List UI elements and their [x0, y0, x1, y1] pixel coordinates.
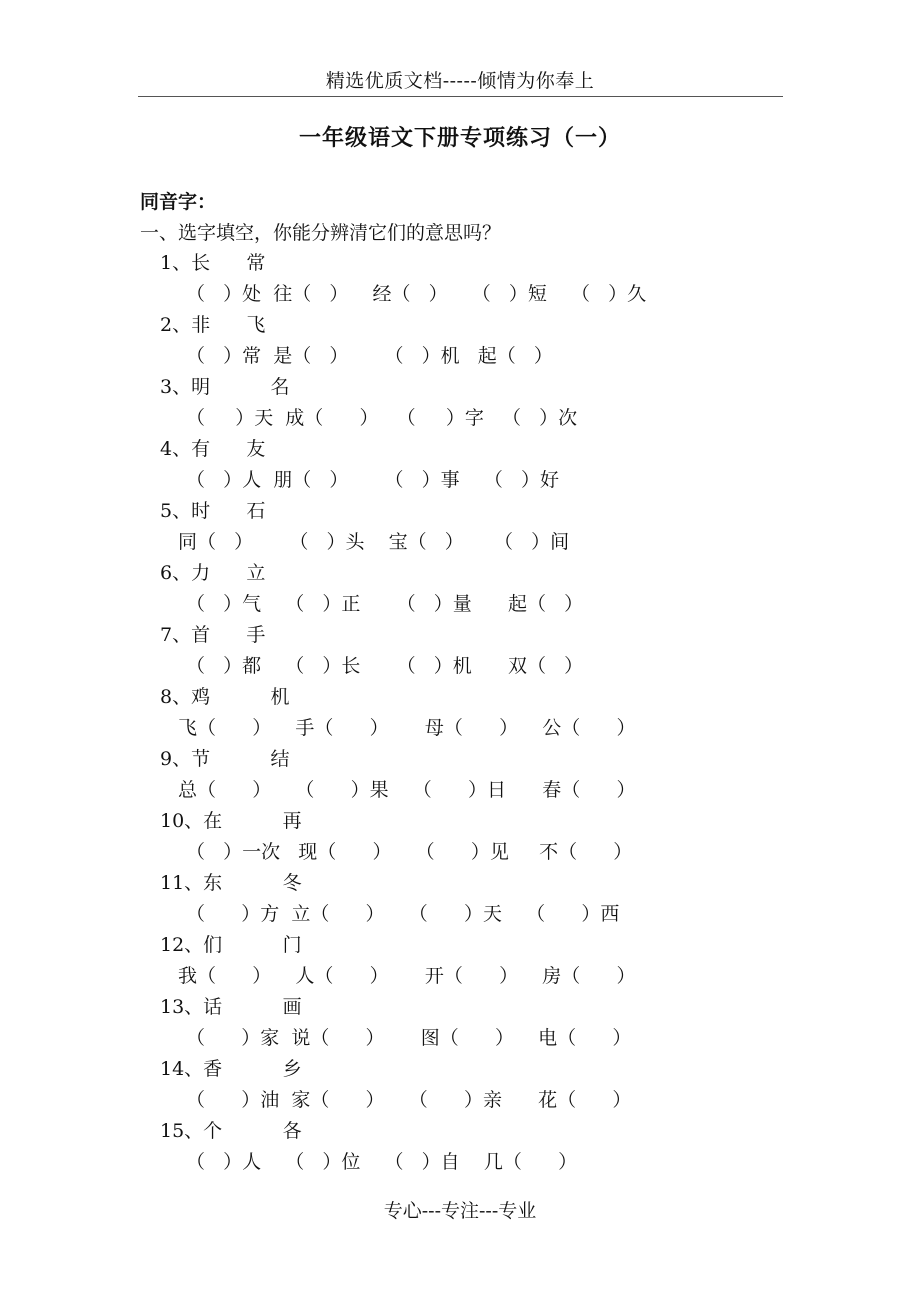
exercise-item — [0, 496, 920, 558]
exercise-item — [0, 620, 920, 682]
exercise-blanks: （ ）油 家（ ） （ ）亲 花（ ） — [186, 1089, 632, 1111]
exercise-characters: 4、有 友 — [160, 438, 266, 460]
exercise-characters: 2、非 飞 — [160, 314, 266, 336]
exercise-characters: 6、力 立 — [160, 562, 266, 584]
exercise-blanks: （ ）一次 现（ ） （ ）见 不（ ） — [186, 841, 633, 863]
page-title: 一年级语文下册专项练习（一） — [298, 125, 621, 151]
exercise-blanks: （ ）处 往（ ） 经（ ） （ ）短 （ ）久 — [186, 283, 647, 305]
exercise-blanks: （ ）方 立（ ） （ ）天 （ ）西 — [186, 903, 620, 925]
exercise-item — [0, 930, 920, 992]
exercise-blanks: （ ）都 （ ）长 （ ）机 双（ ） — [186, 655, 584, 677]
exercise-characters: 5、时 石 — [160, 500, 266, 522]
section-heading: 同音字： — [140, 191, 217, 213]
exercise-blanks: 飞（ ） 手（ ） 母（ ） 公（ ） — [178, 717, 636, 739]
exercise-blanks: （ ）人 （ ）位 （ ）自 几（ ） — [186, 1151, 578, 1173]
exercise-item — [0, 558, 920, 620]
exercise-item — [0, 1054, 920, 1116]
exercise-characters: 11、东 冬 — [160, 872, 302, 894]
exercise-characters: 1、长 常 — [160, 252, 266, 274]
exercise-characters: 10、在 再 — [160, 810, 302, 832]
exercise-item — [0, 744, 920, 806]
exercise-instruction: 一、选字填空，你能分辨清它们的意思吗？ — [140, 222, 502, 244]
exercise-characters: 7、首 手 — [160, 624, 266, 646]
exercise-item — [0, 310, 920, 372]
exercise-characters: 8、鸡 机 — [160, 686, 290, 708]
exercise-blanks: （ ）天 成（ ） （ ）字 （ ）次 — [186, 407, 578, 429]
page-footer: 专心---专注---专业 — [383, 1200, 537, 1222]
exercise-list — [0, 248, 920, 1178]
exercise-item — [0, 434, 920, 496]
page-header: 精选优质文档-----倾情为你奉上 — [325, 70, 595, 92]
exercise-item — [0, 1116, 920, 1178]
exercise-item — [0, 682, 920, 744]
exercise-item — [0, 248, 920, 310]
exercise-item — [0, 372, 920, 434]
exercise-item — [0, 992, 920, 1054]
exercise-blanks: （ ）气 （ ）正 （ ）量 起（ ） — [186, 593, 584, 615]
exercise-item — [0, 868, 920, 930]
exercise-blanks: 总（ ） （ ）果 （ ）日 春（ ） — [178, 779, 636, 801]
exercise-characters: 9、节 结 — [160, 748, 290, 770]
exercise-characters: 15、个 各 — [160, 1120, 302, 1142]
exercise-characters: 3、明 名 — [160, 376, 290, 398]
exercise-characters: 12、们 门 — [160, 934, 302, 956]
exercise-characters: 14、香 乡 — [160, 1058, 302, 1080]
exercise-blanks: 同（ ） （ ）头 宝（ ） （ ）间 — [178, 531, 570, 553]
exercise-blanks: （ ）家 说（ ） 图（ ） 电（ ） — [186, 1027, 632, 1049]
exercise-blanks: （ ）常 是（ ） （ ）机 起（ ） — [186, 345, 553, 367]
header-divider — [138, 96, 783, 97]
exercise-item — [0, 806, 920, 868]
exercise-blanks: 我（ ） 人（ ） 开（ ） 房（ ） — [178, 965, 636, 987]
exercise-blanks: （ ）人 朋（ ） （ ）事 （ ）好 — [186, 469, 559, 491]
exercise-characters: 13、话 画 — [160, 996, 302, 1018]
